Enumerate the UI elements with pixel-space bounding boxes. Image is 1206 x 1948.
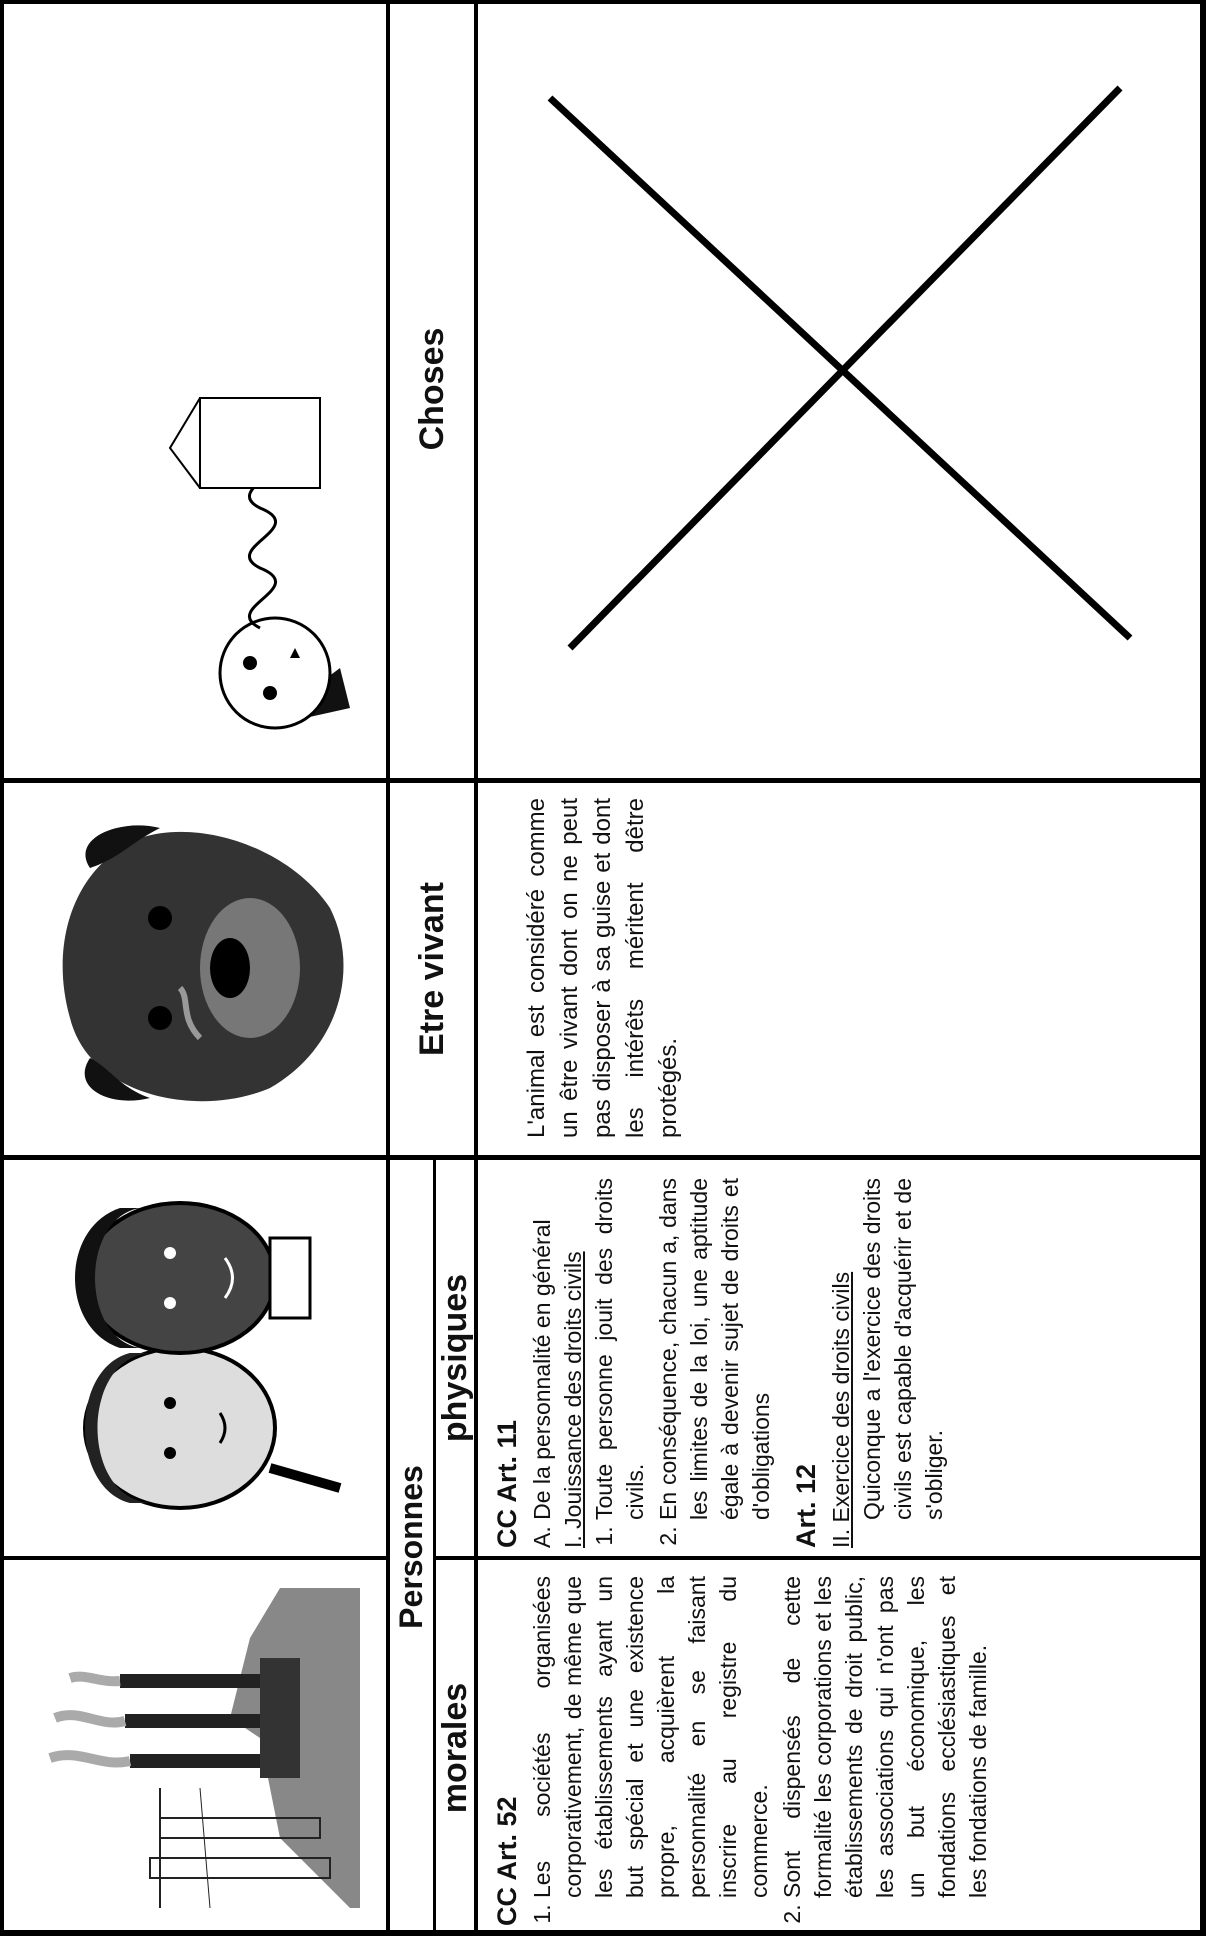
- list-item: 1. Les sociétés organisées corporativement, de même que les établissements ayant un but spécial et une existence propre, acquièrent la personnalité en se faisant inscrire au registre du commerce.: [527, 1576, 775, 1898]
- header-physiques: physiques: [435, 1273, 474, 1443]
- cross-mark-icon: [510, 68, 1170, 668]
- physiques-text: [488, 1178, 950, 1548]
- divider: [474, 0, 478, 1936]
- factory-icon: [30, 1568, 360, 1918]
- list-item: 1. Toute personne jouit des droits civils.: [589, 1178, 651, 1520]
- article-text: Quiconque a l'exercice des droits civils est capable d'acquérir et de s'obliger.: [859, 1178, 947, 1520]
- divider: [0, 1556, 386, 1560]
- morales-text: [488, 1576, 996, 1926]
- children-icon: [40, 1188, 360, 1528]
- list-item: 2. Sont dispensés de cette formalité les corporations et les établissements de droit public, les associations qui n'ont pas un but économique, les fondations ecclésiastiques et les fondations de famille.: [777, 1576, 994, 1898]
- header-choses: Choses: [412, 327, 451, 451]
- dog-icon: [30, 808, 370, 1128]
- divider: [0, 1155, 1206, 1160]
- section-heading: II. Exercice des droits civils: [828, 1271, 854, 1548]
- section-heading: A. De la personnalité en général: [529, 1219, 555, 1548]
- header-etre-vivant: Etre vivant: [412, 882, 451, 1056]
- section-heading: I. Jouissance des droits civils: [560, 1251, 586, 1548]
- etre-vivant-text: L'animal est considéré comme un être vivant dont on ne peut pas disposer à sa guise et dont les intérêts méritent dêtre protégés.: [523, 798, 682, 1138]
- header-personnes: Personnes: [393, 1465, 429, 1629]
- article-heading: CC Art. 52: [492, 1796, 522, 1926]
- jack-in-the-box-icon: [20, 388, 370, 748]
- list-item: 2. En conséquence, chacun a, dans les limites de la loi, une aptitude égale à devenir sujet de droits et d'obligations: [653, 1178, 777, 1520]
- divider: [0, 778, 1206, 783]
- article-heading: Art. 12: [791, 1463, 821, 1548]
- header-morales: morales: [435, 1682, 474, 1814]
- article-heading: CC Art. 11: [492, 1419, 522, 1548]
- divider: [433, 1556, 1206, 1560]
